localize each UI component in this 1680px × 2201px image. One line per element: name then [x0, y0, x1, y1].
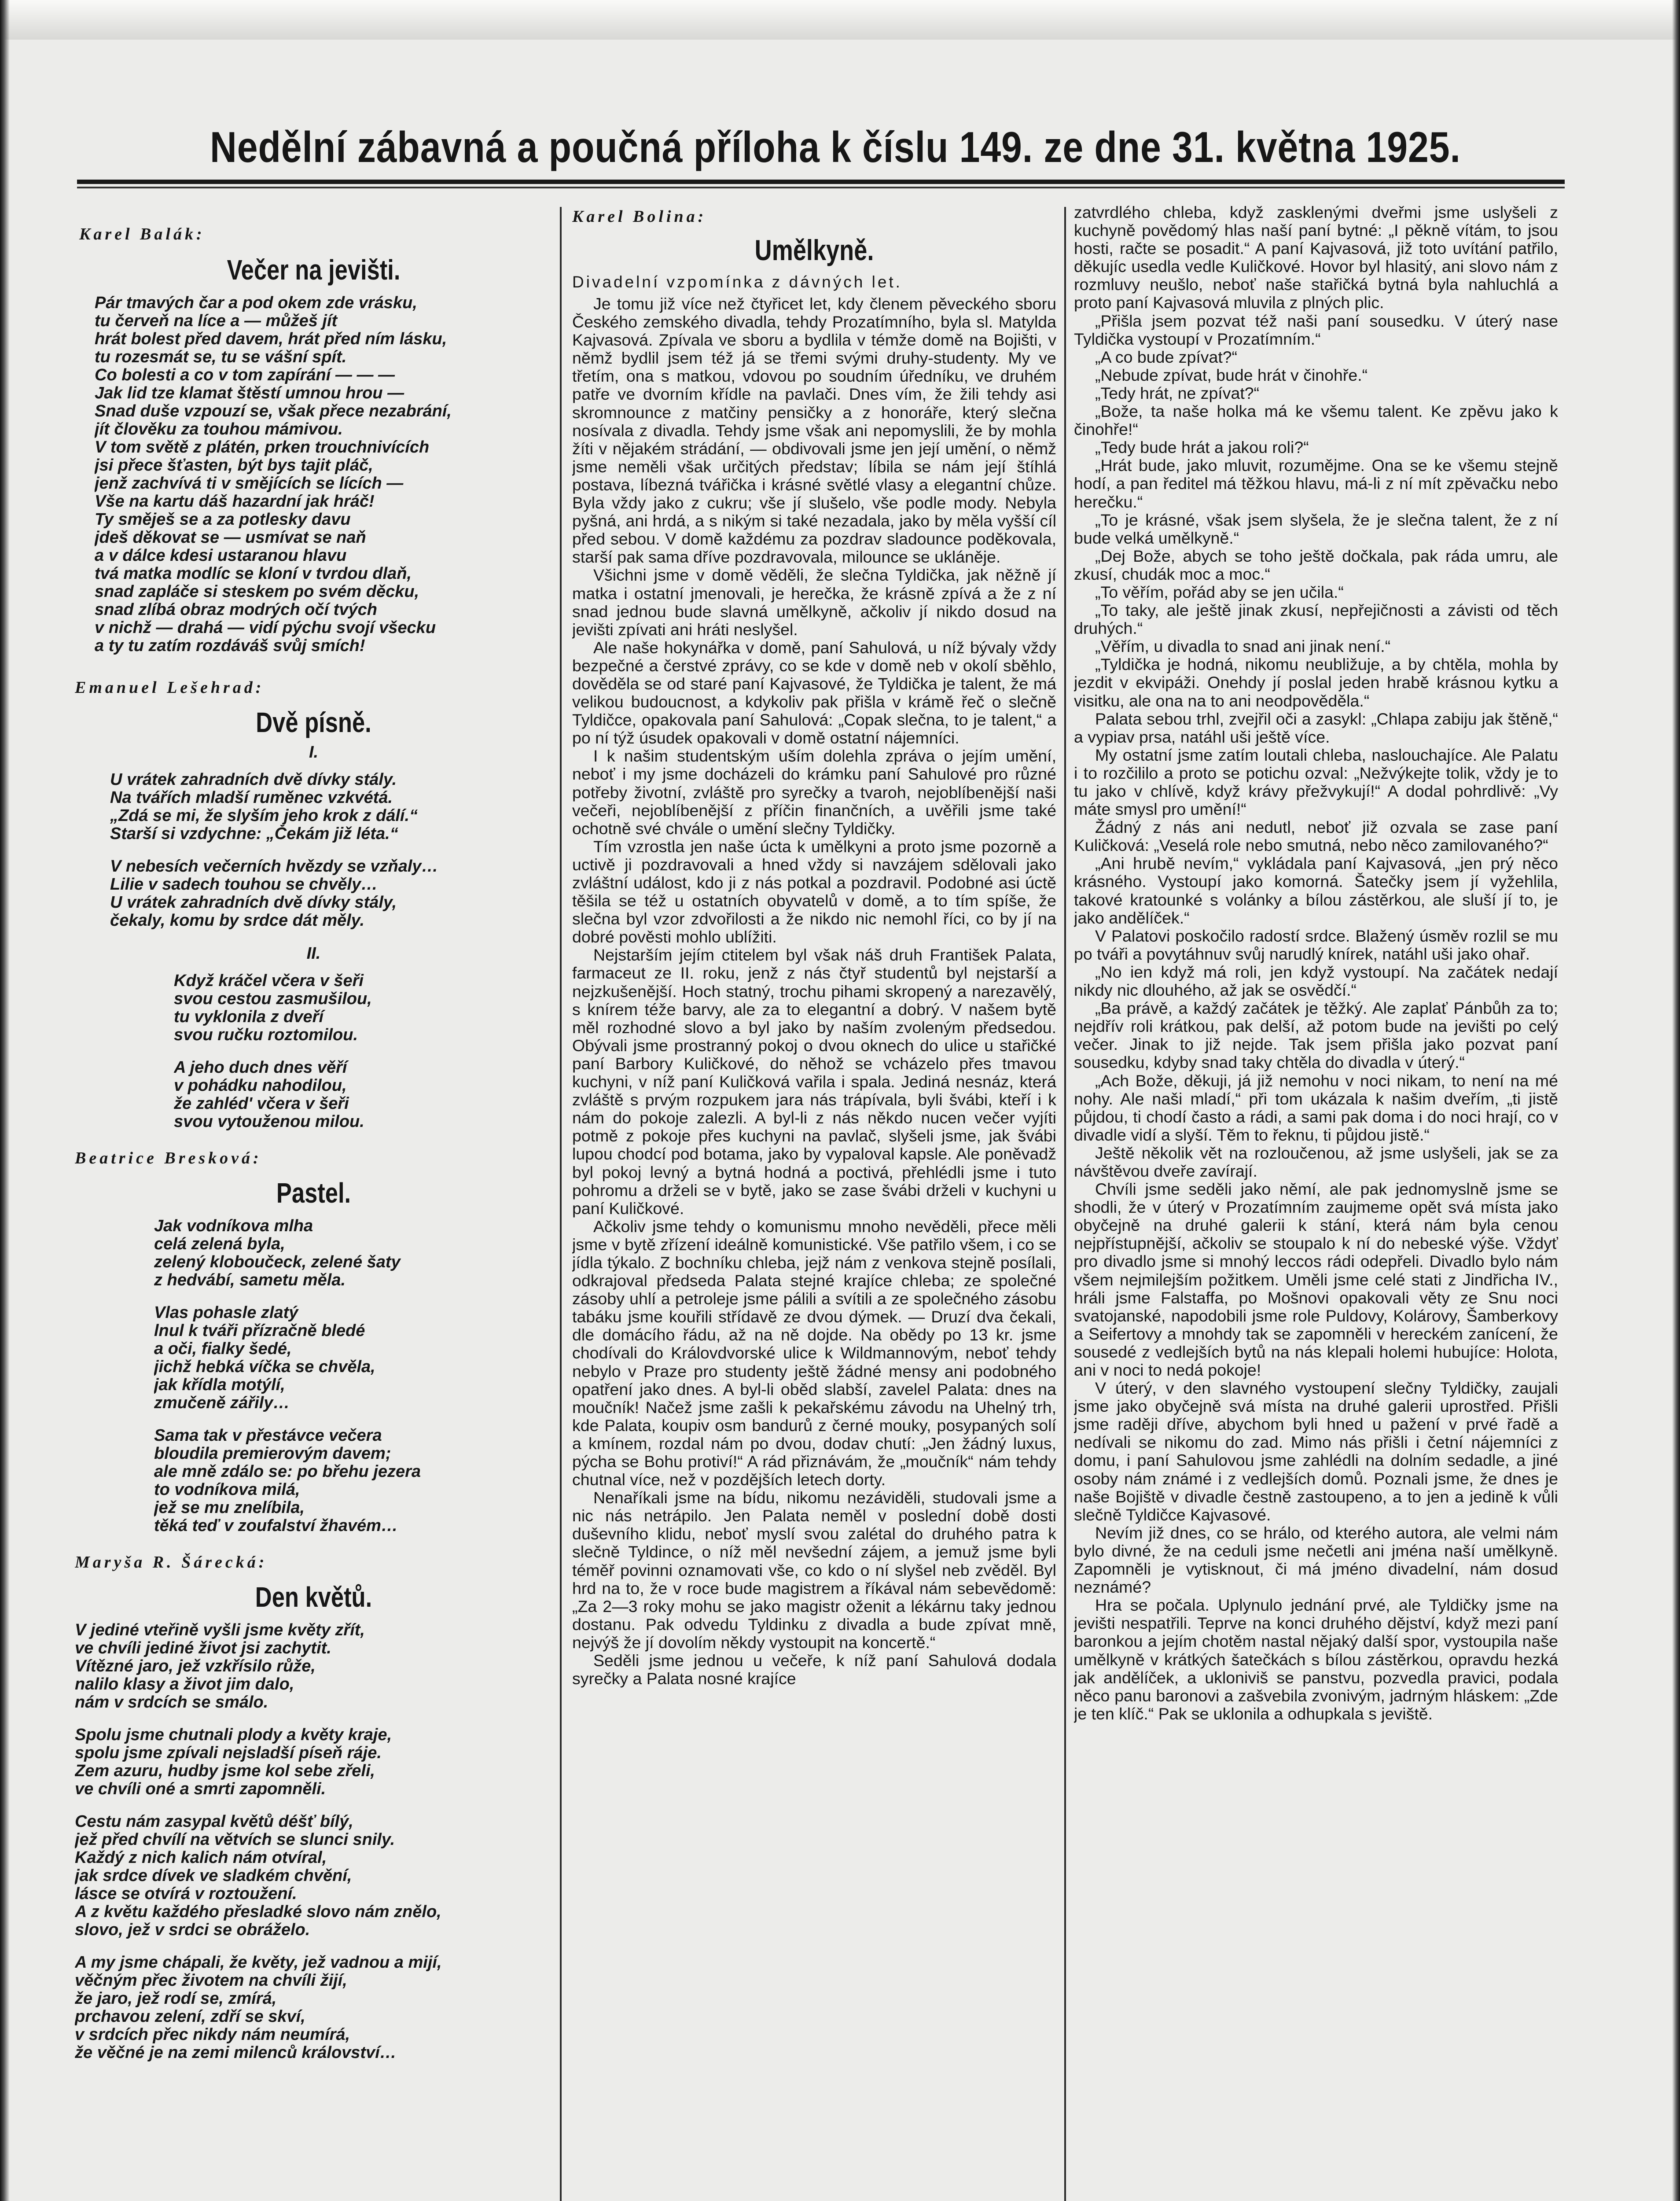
poem-stanza	[154, 1304, 552, 1412]
poem-vecer-na-jevisti	[75, 225, 552, 655]
poem-line: Snad duše vzpouzí se, však přece nezabrání,	[95, 402, 452, 420]
poem-line: jít člověku za touhou mámivou.	[95, 420, 343, 438]
poems-column	[75, 225, 552, 2201]
poem-stanza	[75, 1813, 552, 1939]
poem-pastel	[75, 1148, 552, 1535]
poem-line: slovo, jež v srdci se obráželo.	[75, 1921, 310, 1939]
story-paragraph: „Ba právě, a každý začátek je těžký. Ale zaplať Pánbůh za to; nejdřív roli krátkou, pak delší, až potom bude na jevišti po celý večer. Jinak to již nejde. Tak jsem přišla jako pozvat paní sousedku, kdyby snad taky chtěla do divadla v úterý.“	[1074, 999, 1558, 1072]
poem-line: snad zapláče si steskem po svém děcku,	[95, 583, 419, 601]
story-text	[572, 295, 1056, 1688]
poem-title: Večer na jevišti.	[227, 254, 401, 286]
poem-line: to vodníkova milá,	[154, 1481, 300, 1499]
poem-line: jak srdce dívek ve sladkém chvění,	[75, 1867, 352, 1885]
story-subtitle: Divadelní vzpomínka z dávných let.	[572, 273, 902, 291]
poem-line: V jediné vteřině vyšli jsme květy zřít,	[75, 1621, 365, 1639]
story-paragraph: „No ien když má roli, jen když vystoupí. Na začátek nedají nikdy nic dlouhého, až jak se osvědčí.“	[1074, 962, 1558, 1000]
poem-line: Jak vodníkova mlha	[154, 1217, 313, 1235]
story-paragraph: „Dej Bože, abych se toho ještě dočkala, pak ráda umru, ale zkusí, chudák moc a moc.“	[1074, 546, 1558, 583]
page-header-title: Nedělní zábavná a poučná příloha k číslu 149. ze dne 31. května 1925.	[210, 123, 1461, 171]
poem-line: zmučeně zářily…	[154, 1394, 290, 1412]
story-paragraph: Všichni jsme v domě věděli, že slečna Tyldička, jak něžně jí matka i ostatní jmenovali, je herečka, že krásně zpívá a že z ní snad jednou bude slavná umělkyně, ačkoliv jí nikdo dosud na jevišti zpívati ani hráti neslyšel.	[572, 566, 1056, 639]
poem-title: Pastel.	[276, 1177, 351, 1209]
poem-line: ale mně zdálo se: po břehu jezera	[154, 1463, 421, 1481]
poem-stanza	[174, 972, 552, 1044]
poem-author: Maryša R. Šárecká:	[75, 1553, 268, 1572]
poem-line: lnul k tváři přízračně bledé	[154, 1322, 365, 1340]
poem-author: Emanuel Lešehrad:	[75, 678, 265, 697]
poem-line: svou ručku roztomilou.	[174, 1026, 358, 1044]
story-paragraph: My ostatní jsme zatím loutali chleba, naslouchajíce. Ale Palatu i to rozčililo a proto se potichu ozval: „Nežvýkejte tolik, vždy je to tu jako v chlívě, když krávy přežvykují!“ A dodal pohrdlivě: „Vy máte smysl pro umění!“	[1074, 745, 1558, 819]
story-paragraph: Je tomu již více než čtyřicet let, kdy členem pěveckého sboru Českého zemského divadla, tehdy Prozatímního, byla sl. Matylda Kajvasová. Zpívala ve sboru a bydlila v témže domě na Bojišti, v němž bydlil jsem též já se třemi svými druhy-studenty. My ve třetím, ona s matkou, vdovou po soudním úředníku, ve druhém patře ve dvorním křídle na pavlači. Dnes vím, že žili tehdy asi skromnounce z matčiny pensičky a z honoráře, který slečna nosívala z divadla. Tehdy jsme však ani nepomyslili, že by mohla žíti v nějakém strádání, — obdivovali jsme jen její umění, o němž jsme neměli však určitých představ; líbila se nám její štíhlá postava, líbezná tvářička i krásné světlé vlasy a elegantní chůze. Byla vždy jako z cukru; vše jí slušelo, vše podle mody. Nebyla pyšná, ani hrdá, a s nikým si také nezadala, jako by měla vyšší cíl před sebou. V domě každému za pozdrav sladounce poděkovala, starší pak sama dříve pozdravovala, milounce se ukláněje.	[572, 294, 1056, 567]
story-paragraph: I k našim studentským uším dolehla zpráva o jejím umění, neboť i my jsme docházeli do krámku paní Sahulové pro různé potřeby životní, zvláště pro syrečky a tvaroh, nejoblíbenější naši večeři, nejoblíbenější z příčin finančních, a uvěřili jsme také ochotně své chvále o umění slečny Tyldičky.	[572, 747, 1056, 838]
poem-line: v nichž — drahá — vidí pýchu svojí všecku	[95, 619, 436, 637]
poem-line: jež před chvílí na větvích se slunci snily.	[75, 1831, 395, 1849]
story-paragraph: „Ach Bože, děkuji, já již nemohu v noci nikam, to není na mé nohy. Ale naši mladí,“ při tom ukázala k našim dveřím, „ti jistě půjdou, ti chodí často a rádi, a sami pak doma i do noci hrají, co v divadle vidí a slyší. Těm to řeknu, ti půjdou jistě.“	[1074, 1071, 1558, 1144]
story-paragraph: Chvíli jsme seděli jako němí, ale pak jednomyslně jsme se shodli, že v úterý v Prozatímním zaujmeme opět svá místa jako obyčejně na druhé galerii k stání, která nám byla cenou nejpřístupnější, ačkoliv se stoupalo k ní do nebeské výše. Vždyť pro divadlo jsme si mnohý leccos rádi odepřeli. Divadlo bylo nám všem nejmilejším požitkem. Uměli jsme celé stati z Jindřicha IV., hráli jsme Falstaffa, po Mošnovi opakovali věty ze Snu noci svatojanské, napodobili jsme role Puldovy, Kolárovy, Šamberkovy a Seifertovy a mnohdy tak se zapomněli v hereckém zanícení, že sousedé z vedlejších bytů na nás klepali holemi hubujíce: Holota, ani v noci to nedá pokoje!	[1074, 1180, 1558, 1379]
poem-line: nalilo klasy a život jim dalo,	[75, 1675, 294, 1693]
poem-line: jichž hebká víčka se chvěla,	[154, 1358, 375, 1376]
story-text	[1074, 203, 1558, 1723]
poem-line: Zem azuru, hudby jsme kol sebe zřeli,	[75, 1762, 375, 1780]
poem-stanza	[75, 1726, 552, 1798]
story-paragraph: „Tedy hrát, ne zpívat?“	[1095, 383, 1260, 402]
poem-line: v srdcích přec nikdy nám neumírá,	[75, 2026, 350, 2044]
story-author: Karel Bolina:	[572, 207, 707, 226]
poem-line: Lilie v sadech touhou se chvěly…	[110, 876, 378, 894]
poem-line: že zahléd' včera v šeři	[174, 1095, 349, 1113]
poem-line: V nebesích večerních hvězdy se vzňaly…	[110, 858, 438, 876]
story-paragraph: Nevím již dnes, co se hrálo, od kterého autora, ale velmi nám bylo divné, že na ceduli jsme nečetli ani jména naší umělkyně. Zapomněli je vytisknout, či má jméno divadelní, nám dosud neznámé?	[1074, 1523, 1558, 1597]
header-rule	[77, 180, 1565, 184]
poem-line: v pohádku nahodilou,	[174, 1077, 347, 1095]
poem-part-number: I.	[309, 743, 319, 762]
poem-line: věčným přec životem na chvíli žijí,	[75, 1972, 347, 1990]
poem-line: V tom světě z plátén, prken trouchnivících	[95, 438, 430, 456]
poem-line: hrát bolest před davem, hrát před ním lásku,	[95, 330, 447, 348]
story-paragraph: „Ani hrubě nevím,“ vykládala paní Kajvasová, „jen prý něco krásného. Vystoupí jako komorná. Šatečky jsem jí vyžehlila, takové kratounké s volánky a bílou zástěrkou, ale sluší jí to, je jako andělíček.“	[1074, 854, 1558, 927]
story-paragraph: Ještě několik vět na rozloučenou, až jsme uslyšeli, jak se za návštěvou dveře zavírají.	[1074, 1143, 1558, 1180]
poem-stanza	[154, 1217, 552, 1289]
poem-line: spolu jsme zpívali nejsladší píseň ráje.	[75, 1744, 382, 1762]
poem-line: jež se mu znelíbila,	[154, 1499, 305, 1517]
poem-line: z hedvábí, sametu měla.	[154, 1271, 346, 1289]
story-paragraph: „Hrát bude, jako mluvit, rozumějme. Ona se ke všemu stejně hodí, a pan ředitel má těžkou hlavu, má-li z ní mít zpěvačku nebo herečku.“	[1074, 456, 1558, 511]
poem-line: Vše na kartu dáš hazardní jak hráč!	[95, 493, 375, 511]
poem-line: tu rozesmát se, tu se vášní spít.	[95, 348, 347, 366]
poem-line: Vítězné jaro, jež vzkřísilo růže,	[75, 1657, 316, 1675]
story-paragraph: Palata sebou trhl, zvejřil oči a zasykl: „Chlapa zabiju jak štěně,“ a vypiav prsa, natáhl uši ještě více.	[1074, 709, 1558, 746]
story-paragraph: Hra se počala. Uplynulo jednání prvé, ale Tyldičky jsme na jevišti nespatřili. Teprve na konci druhého dějství, když mezi paní baronkou a jejím chotěm nastal nějaký další spor, vystoupila naše umělkyně v krátkých šatečkách s bílou zástěrkou, opravdu hezká jak andělíček, a ukloniviš se panstvu, pozvedla pravici, podala něco panu baronovi a zašvebila zvonivým, jadrným hláskem: „Zde je ten klíč.“ Pak se uklonila a odhupkala s jeviště.	[1074, 1596, 1558, 1723]
poem-line: svou cestou zasmušilou,	[174, 990, 372, 1008]
poem-line: zelený kloboučeck, zelené šaty	[154, 1253, 401, 1271]
poem-line: Starší si vzdychne: „Čekám již léta.“	[110, 825, 398, 843]
poem-line: U vrátek zahradních dvě dívky stály.	[110, 771, 397, 789]
poem-line: jsi přece šťasten, být bys tajit pláč,	[95, 456, 373, 475]
story-paragraph: Nenaříkali jsme na bídu, nikomu nezáviděli, studovali jsme a nic nás netrápilo. Jen Palata neměl v poslední době dosti duševního klidu, neboť myslí svou zalétal do druhého patra k slečně Tyldince, o níž měl nevšední zájem, a jemuž jsme byli téměř povinni oznamovati vše, co kdo o ní slyšel neb zvěděl. Byl hrd na to, že v roce bude magistrem a říkával nám sebevědomě: „Za 2—3 roky mohu se jako magistr oženit a lékárnu taky jednou dostanu. Pak odvedu Tyldinku z divadla a bude zpívat mně, nejvýš že jí dovolím někdy vystoupit na koncertě.“	[572, 1488, 1056, 1652]
poem-line: „Zdá se mi, že slyším jeho krok z dálí.“	[110, 807, 418, 825]
poem-line: celá zelená byla,	[154, 1235, 285, 1253]
poem-part-number: II.	[306, 944, 321, 963]
poem-dve-pisne	[75, 678, 552, 1131]
story-paragraph: „Tyldička je hodná, nikomu neubližuje, a by chtěla, mohla by jezdit v ekvipáži. Onehdy jí poslal jeden hrabě krásnou kytku a visitku, ale ona na to ani neodpověděla.“	[1074, 655, 1558, 710]
poem-line: lásce se otvírá v roztoužení.	[75, 1885, 297, 1903]
poem-line: těká teď v zoufalství žhavém…	[154, 1517, 398, 1535]
column-separator-right	[1064, 207, 1066, 2201]
poem-line: Sama tak v přestávce večera	[154, 1427, 382, 1445]
poem-line: tu vyklonila z dveří	[174, 1008, 324, 1026]
poem-stanza	[110, 858, 552, 930]
poem-stanza	[154, 1427, 552, 1535]
poem-line: U vrátek zahradních dvě dívky stály,	[110, 894, 397, 912]
poem-den-kvetu	[75, 1553, 552, 2062]
poem-line: že jaro, jež rodí se, zmírá,	[75, 1990, 277, 2008]
paper-fold-shadow	[0, 0, 1680, 40]
poem-line: a ty tu zatím rozdáváš svůj smích!	[95, 637, 365, 655]
story-title: Umělkyně.	[754, 234, 874, 266]
story-column-1	[572, 207, 1056, 2201]
story-paragraph: zatvrdlého chleba, když zasklenými dveřmi jsme uslyšeli z kuchyně povědomý hlas naší paní bytné: „I pěkně vítám, to jsou hosti, račte se posadit.“ A paní Kajvasová, již toto uvítání patřilo, děkujíc usedla vedle Kuličkové. Hovor byl hlasitý, ani slovo nám z rozmluvy neušlo, neboť naše stařičká bytná byla nahluchlá a proto paní Kajvasová mluvila z plných plic.	[1074, 203, 1558, 312]
poem-line: A z květu každého přesladké slovo nám znělo,	[75, 1903, 441, 1921]
scan-edge-right	[1672, 0, 1680, 2201]
story-paragraph: „Bože, ta naše holka má ke všemu talent. Ke zpěvu jako k činohře!“	[1074, 402, 1558, 439]
story-paragraph: Žádný z nás ani nedutl, neboť již ozvala se zase paní Kuličková: „Veselá role nebo smutná, nebo něco zamilovaného?“	[1074, 818, 1558, 855]
story-paragraph: Tím vzrostla jen naše úcta k umělkyni a proto jsme pozorně a uctivě ji pozdravovali a hned vždy si navzájem sdělovali jako zvláštní událost, kdo ji z nás potkal a pozdravil. Podobné asi úctě těšila se též u ostatních obyvatelů v domě, a to tím spíše, že slečna byl vzor zdvořilosti a že nikdo nic nemohl říci, co by jí na dobré pověsti mohlo ublížiti.	[572, 837, 1056, 946]
story-paragraph: „Věřím, u divadla to snad ani jinak není.“	[1095, 637, 1391, 656]
story-paragraph: „A co bude zpívat?“	[1095, 347, 1238, 366]
poem-line: svou vytouženou milou.	[174, 1113, 364, 1131]
poem-line: prchavou zelení, zdří se skví,	[75, 2008, 305, 2026]
poem-author: Beatrice Bresková:	[75, 1149, 262, 1167]
poem-line: Spolu jsme chutnali plody a květy kraje,	[75, 1726, 392, 1744]
poem-line: nám v srdcích se smálo.	[75, 1693, 268, 1711]
story-paragraph: „Tedy bude hrát a jakou roli?“	[1095, 438, 1309, 457]
story-paragraph: „To taky, ale ještě jinak zkusí, nepřejičnosti a závisti od těch druhých.“	[1074, 601, 1558, 638]
poem-line: tvá matka modlíc se kloní v tvrdou dlaň,	[95, 565, 412, 583]
poem-stanza	[75, 1954, 552, 2062]
header-rule-thin	[77, 187, 1565, 188]
story-paragraph: „Přišla jsem pozvat též naši paní sousedku. V úterý nase Tyldička vystoupí v Prozatímním.“	[1074, 311, 1558, 348]
story-column-2	[1074, 203, 1558, 2201]
poem-stanza	[95, 294, 552, 655]
poem-author: Karel Balák:	[79, 225, 205, 243]
story-paragraph: V úterý, v den slavného vystoupení slečny Tyldičky, zaujali jsme jako obyčejně svá místa na druhé galerii uprostřed. Přišli jsme raději dříve, abychom byli hned u pažení v prvé řadě a nedívali se nikomu do zad. Mimo nás přišli i četní nájemníci z domu, i paní Sahulovou jsme zahlédli na dolním sedadle, a jiné osoby nám známé i z vedlejších domů. Poznali jsme, že dnes je naše Bojiště v divadle čestně zastoupeno, a to jen a jedině k vůli slečně Tyldičce Kajvasové.	[1074, 1379, 1558, 1524]
poem-line: Na tvářích mladší ruměnec vzkvétá.	[110, 789, 393, 807]
poem-line: Vlas pohasle zlatý	[154, 1304, 298, 1322]
poem-line: Ty směješ se a za potlesky davu	[95, 511, 351, 529]
scan-edge-left	[0, 0, 10, 2201]
story-paragraph: V Palatovi poskočilo radostí srdce. Blažený úsměv rozlil se mu po tváři a povytáhnuv svůj narudlý knírek, natáhl uši jako ohař.	[1074, 926, 1558, 963]
poem-stanza	[110, 771, 552, 843]
poem-line: tu červeň na líce a — můžeš jít	[95, 312, 338, 330]
column-separator-left	[560, 207, 562, 2201]
poem-line: Jak lid tze klamat štěstí umnou hrou —	[95, 384, 404, 402]
poem-line: Každý z nich kalich nám otvíral,	[75, 1849, 327, 1867]
poem-line: Pár tmavých čar a pod okem zde vrásku,	[95, 294, 417, 312]
poem-line: jdeš děkovat se — usmívat se naň	[95, 529, 366, 547]
poem-line: Když kráčel včera v šeři	[174, 972, 364, 990]
poem-line: jak křídla motýlí,	[154, 1376, 285, 1394]
poem-line: a oči, fialky šedé,	[154, 1340, 292, 1358]
poem-line: A my jsme chápali, že květy, jež vadnou a mijí,	[75, 1954, 442, 1972]
poem-stanza	[75, 1621, 552, 1711]
poem-line: ve chvíli oné a smrti zapomněli.	[75, 1780, 326, 1798]
poem-line: A jeho duch dnes věří	[174, 1059, 347, 1077]
poem-line: jenž zachvívá ti v smějících se lících —	[95, 475, 404, 493]
poem-line: Co bolesti a co v tom zapírání — — —	[95, 366, 395, 384]
poem-line: a v dálce kdesi ustaranou hlavu	[95, 547, 347, 565]
story-paragraph: „Nebude zpívat, bude hrát v činohře.“	[1095, 365, 1368, 384]
story-paragraph: Ačkoliv jsme tehdy o komunismu mnoho nevěděli, přece měli jsme v bytě zřízení ideálně komunistické. Vše patřilo všem, i co se jídla týkalo. Z bochníku chleba, jejž nám z venkova stejně posílali, odkrajoval předseda Palata stejné krajíce chleba; ze společné zásoby uhlí a petroleje jsme pálili a svítili a ze společného zásobu tabáku jsme kouřili střídavě ze dvou dýmek. — Druzí dva čekali, dle domácího řádu, až na ně dojde. Na obědy po 13 kr. jsme chodívali do Královdvorské ulice k Wildmannovým, neboť tehdy nebylo v Praze pro studenty ještě žádné mensy ani podobného opatření jako dnes. A byl-li oběd slabší, zavelel Palata: dnes na moučník! Načež jsme zašli k pekařskému závodu na Uhelný trh, kde Palata, koupiv osm bandurů z černé mouky, posypaných solí a kmínem, rozdal nám po dvou, dodav chutí: „Jen žádný luxus, pýcha se Bohu protiví!“ A rád přiznávám, že „moučník“ nám tehdy chutnal více, než v pozdějších letech dorty.	[572, 1217, 1056, 1489]
poem-line: Cestu nám zasypal květů déšť bílý,	[75, 1813, 353, 1831]
story-paragraph: „To věřím, pořád aby se jen učila.“	[1095, 582, 1344, 601]
story-paragraph: Seděli jsme jednou u večeře, k níž paní Sahulová dodala syrečky a Palata nosné krajíce	[572, 1651, 1056, 1688]
story-paragraph: Ale naše hokynářka v domě, paní Sahulová, u níž bývaly vždy bezpečné a čerstvé zprávy, co se kde v domě neb v okolí sběhlo, dověděla se od staré paní Kajvasové, že Tyldička je talent, že má velikou budoucnost, a kdykoliv pak přišla v krámě řeč o slečně Tyldičce, opakovala paní Sahulová: „Copak slečna, to je talent,“ a po ní týž úsudek opakovali v domě ostatní nájemníci.	[572, 638, 1056, 747]
poem-line: že věčné je na zemi milenců království…	[75, 2044, 397, 2062]
story-paragraph: Nejstarším jejím ctitelem byl však náš druh František Palata, farmaceut ze II. roku, jenž z nás čtyř studentů byl nejstarší a nejzkušenější. Hoch statný, trochu pihami skropený a narezavělý, s knírem téže barvy, ale za to elegantní a dobrý. V našem bytě měl rozhodné slovo a byl jako by naším zvoleným předsedou. Obývali jsme prostranný pokoj o dvou oknech do ulice u stařičké paní Barbory Kuličkové, do něhož se vcházelo přes tmavou kuchyni, v níž paní Kuličková vařila i spala. Jediná nesnáz, která zvláště s prvým rozpukem jara nás trápívala, byli švábi, kteří i k nám do pokoje zalezli. A byl-li z nás někdo nucen večer vyjíti potmě z pokoje přes kuchyni na pavlač, slyšeli jsme, jak švábi lupou chodcí pod botama, jako by vypaloval kapsle. Ale poněvadž byl pokoj levný a bytná hodná a poctivá, přehlédli jsme i tuto pohromu a drželi se v bytě, jako se zase švábi drželi v kuchyni u paní Kuličkové.	[572, 946, 1056, 1218]
poem-line: snad zlíbá obraz modrých očí tvých	[95, 601, 377, 619]
poem-line: bloudila premierovým davem;	[154, 1445, 391, 1463]
story-paragraph: „To je krásné, však jsem slyšela, že je slečna talent, že z ní bude velká umělkyně.“	[1074, 510, 1558, 547]
poem-stanza	[174, 1059, 552, 1131]
poem-line: čekaly, komu by srdce dát měly.	[110, 912, 365, 930]
poem-line: ve chvíli jediné život jsi zachytit.	[75, 1639, 331, 1657]
poem-title: Den květů.	[255, 1581, 372, 1613]
poem-title: Dvě písně.	[256, 707, 371, 738]
